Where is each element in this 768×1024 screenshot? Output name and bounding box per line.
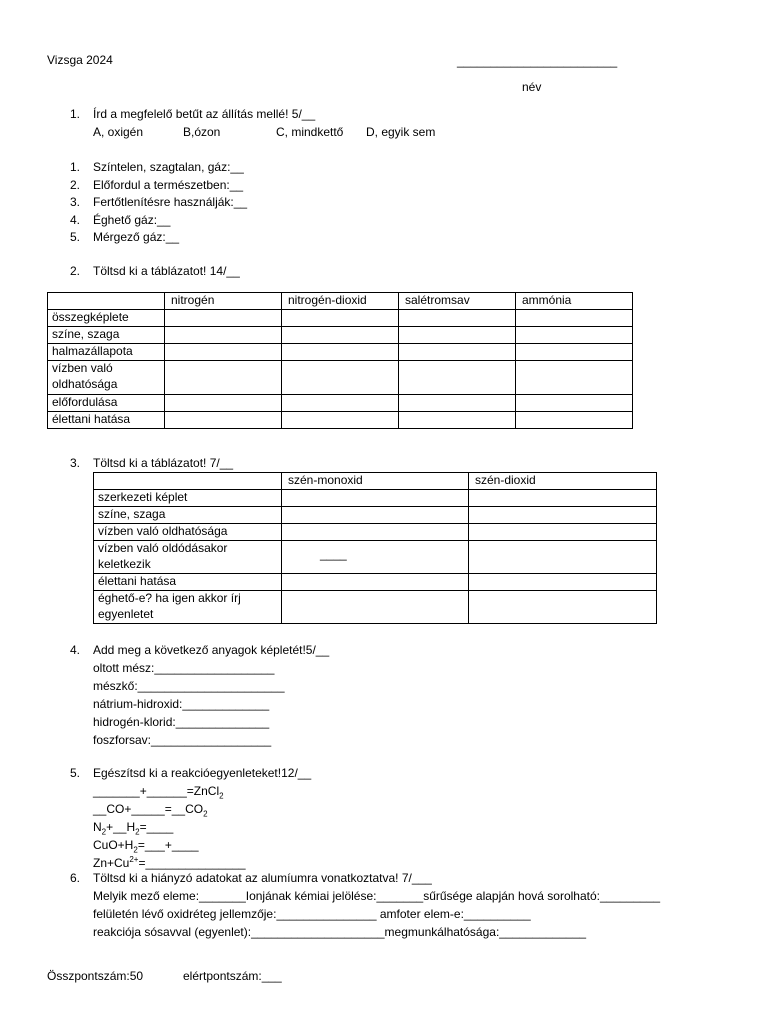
formula-field[interactable]: hidrogén-klorid:______________ [93,715,270,729]
row-label: összegképlete [48,310,165,327]
answer-cell[interactable] [399,412,516,429]
table-row [94,524,657,541]
item-number: 2. [70,177,81,192]
answer-cell[interactable] [469,591,657,624]
question-5-prompt: Egészítsd ki a reakcióegyenleteket!12/__ [93,766,312,780]
question-1-prompt: Írd a megfelelő betűt az állítás mellé! 5/__ [93,107,316,121]
question-4-prompt: Add meg a következő anyagok képletét!5/__ [93,643,330,657]
question-2-prompt: Töltsd ki a táblázatot! 14/__ [93,264,240,278]
equation-text: =_______________ [138,856,246,870]
item-number: 3. [70,195,81,209]
subscript: 2 [219,791,224,801]
answer-cell[interactable] [516,412,633,429]
answer-cell[interactable] [282,395,399,412]
row-label: élettani hatása [48,412,165,429]
equation-text: _______+______=ZnCl [93,784,220,798]
name-line[interactable]: ________________________ [457,54,618,68]
equation-text: +__H [106,820,136,834]
equation-line[interactable] [93,783,246,801]
header-cell [94,473,282,490]
question-number: 4. [70,643,81,657]
exam-title: Vizsga 2024 [47,53,113,67]
subscript: 2 [203,809,208,819]
answer-cell[interactable] [165,344,282,361]
table-row [48,327,633,344]
question-6-prompt: Töltsd ki a hiányzó adatokat az alumíumra vonatkoztatva! 7/___ [93,871,432,885]
answer-cell[interactable] [399,344,516,361]
table-row [94,574,657,591]
answer-cell[interactable] [282,412,399,429]
subscript: 2 [101,827,107,837]
question-5-equations [93,783,246,873]
answer-cell[interactable]: ____ [282,541,469,574]
answer-cell[interactable] [399,310,516,327]
answer-cell[interactable] [165,310,282,327]
answer-cell[interactable] [469,524,657,541]
equation-text: Zn+Cu [93,856,130,870]
table-row [48,361,633,395]
row-label: halmazállapota [48,344,165,361]
answer-cell[interactable] [165,412,282,429]
answer-cell[interactable] [165,361,282,395]
equation-text: =___+____ [137,838,199,852]
formula-field[interactable]: mészkő:______________________ [93,679,285,693]
fill-in-line[interactable]: Melyik mező eleme:_______Ionjának kémiai jelölése:_______sűrűsége alapján hová sorolható:_________ [93,889,661,903]
row-label: vízben való oldhatósága [48,361,165,395]
table-row [48,310,633,327]
option-d: D, egyik sem [366,125,436,139]
answer-cell[interactable] [282,344,399,361]
fill-in-line[interactable]: reakciója sósavval (egyenlet):____________________megmunkálhatósága:_____________ [93,925,587,939]
equation-line[interactable] [93,801,246,819]
question-4-items [93,660,285,750]
answer-cell[interactable] [399,395,516,412]
answer-cell[interactable] [399,327,516,344]
question-3-prompt: Töltsd ki a táblázatot! 7/__ [93,456,234,470]
item-text: Éghető gáz:__ [93,212,171,227]
equation-line[interactable] [93,819,246,837]
equation-text: CuO+H [93,838,134,852]
subscript: 2 [135,827,140,837]
answer-cell[interactable] [516,310,633,327]
answer-cell[interactable] [399,361,516,395]
header-cell: salétromsav [399,293,516,310]
option-a: A, oxigén [93,125,144,139]
table-carbon-oxides [93,472,657,624]
answer-cell[interactable] [282,574,469,591]
table-row [94,507,657,524]
header-cell: nitrogén [165,293,282,310]
answer-cell[interactable] [516,361,633,395]
row-label: színe, szaga [94,507,282,524]
header-cell: szén-dioxid [469,473,657,490]
question-number: 3. [70,456,81,470]
answer-cell[interactable] [469,490,657,507]
answer-cell[interactable] [282,310,399,327]
total-points: Összpontszám:50 [47,969,144,983]
header-cell: ammónia [516,293,633,310]
row-label: vízben való oldódásakor keletkezik [94,541,282,574]
answer-cell[interactable] [165,395,282,412]
table-row [94,490,657,507]
question-number: 2. [70,264,81,278]
row-label: szerkezeti képlet [94,490,282,507]
answer-cell[interactable] [282,490,469,507]
name-label: név [522,80,542,94]
row-label: vízben való oldhatósága [94,524,282,541]
formula-field[interactable]: nátrium-hidroxid:_____________ [93,697,270,711]
answer-cell[interactable] [469,574,657,591]
fill-in-line[interactable]: felületén lévő oxidréteg jellemzője:_______________ amfoter elem-e:__________ [93,907,531,921]
equation-text: __CO+_____=__CO [93,802,204,816]
achieved-points-field[interactable]: elértpontszám:___ [183,969,282,983]
answer-cell[interactable] [469,507,657,524]
table-row [94,541,657,574]
item-text: Fertőtlenítésre használják:__ [93,195,248,209]
equation-text: N [93,820,102,834]
question-number: 1. [70,107,81,121]
answer-cell[interactable] [469,541,657,574]
table-nitrogen-compounds [47,292,633,429]
item-text: Előfordul a természetben:__ [93,177,244,192]
table-row [94,591,657,624]
answer-cell[interactable] [282,524,469,541]
item-text: Színtelen, szagtalan, gáz:__ [93,160,244,174]
subscript: 2 [133,845,138,855]
answer-cell[interactable] [282,507,469,524]
answer-cell[interactable] [516,327,633,344]
option-c: C, mindkettő [276,125,344,139]
table-header-row [94,473,657,490]
answer-cell[interactable] [282,327,399,344]
equation-line[interactable] [93,837,246,855]
item-number: 4. [70,212,81,227]
answer-cell[interactable] [516,395,633,412]
row-label: élettani hatása [94,574,282,591]
question-number: 6. [70,871,81,885]
formula-field[interactable]: foszforsav:__________________ [93,733,272,747]
question-number: 5. [70,766,81,780]
table-row [48,395,633,412]
row-label: színe, szaga [48,327,165,344]
superscript: 2+ [129,855,139,864]
row-label: éghető-e? ha igen akkor írj egyenletet [94,591,282,624]
row-label: előfordulása [48,395,165,412]
equation-text: =____ [139,820,174,834]
formula-field[interactable]: oltott mész:__________________ [93,661,275,675]
answer-cell[interactable] [282,361,399,395]
answer-cell[interactable] [516,344,633,361]
item-number: 5. [70,230,81,244]
option-b: B,ózon [183,125,221,139]
table-row [48,412,633,429]
item-text: Mérgező gáz:__ [93,230,180,244]
header-cell [48,293,165,310]
table-row [48,344,633,361]
answer-cell[interactable] [282,591,469,624]
header-cell: szén-monoxid [282,473,469,490]
table-header-row [48,293,633,310]
header-cell: nitrogén-dioxid [282,293,399,310]
question-6-fields [93,888,660,942]
answer-cell[interactable] [165,327,282,344]
item-number: 1. [70,160,81,174]
